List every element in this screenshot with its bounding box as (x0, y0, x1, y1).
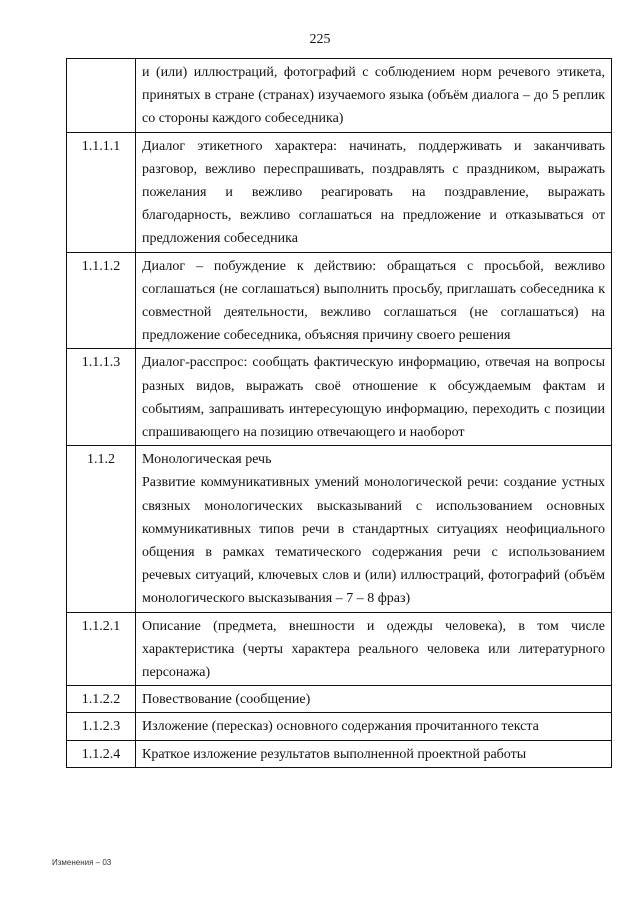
row-code: 1.1.1.1 (67, 132, 136, 252)
row-code: 1.1.2.3 (67, 713, 136, 740)
row-text (136, 740, 612, 767)
table-row (67, 59, 612, 133)
row-paragraph: Описание (предмета, внешности и одежды человека), в том числе характеристика (черты характера реального человека или литературного персонажа) (142, 618, 605, 681)
table-row (67, 132, 612, 252)
table-row (67, 686, 612, 713)
row-paragraph: Диалог-расспрос: сообщать фактическую информацию, отвечая на вопросы разных видов, выражать своё отношение к обсуждаемым фактам и событиям, запрашивать интересующую информацию, переходить с позиции спрашивающего на позицию отвечающего и наоборот (142, 355, 605, 441)
row-code: 1.1.1.3 (67, 349, 136, 446)
row-paragraph: Развитие коммуникативных умений монологической речи: создание устных связных монологических высказываний с использованием основных коммуникативных типов речи в стандартных ситуациях неофициального общения в рамках тематического содержания речи с использованием речевых ситуаций, ключевых слов и (или) иллюстраций, фотографий (объём монологического высказывания – 7 – 8 фраз) (142, 475, 605, 607)
content-table (66, 58, 612, 768)
row-paragraph: и (или) иллюстраций, фотографий с соблюдением норм речевого этикета, принятых в стране (странах) изучаемого языка (объём диалога – до 5 реплик со стороны каждого собеседника) (142, 65, 605, 127)
row-code: 1.1.2.4 (67, 740, 136, 767)
row-paragraph: Повествование (сообщение) (142, 692, 311, 708)
row-text (136, 132, 612, 252)
row-code: 1.1.2 (67, 446, 136, 612)
row-text (136, 252, 612, 349)
row-code: 1.1.2.1 (67, 612, 136, 686)
row-paragraph: Диалог этикетного характера: начинать, поддерживать и заканчивать разговор, вежливо переспрашивать, поздравлять с праздником, выражать пожелания и вежливо реагировать на поздравление, выражать благодарность, вежливо соглашаться на предложение и отказываться от предложения собеседника (142, 138, 605, 247)
row-text (136, 686, 612, 713)
page-number: 225 (309, 32, 331, 47)
row-paragraph: Краткое изложение результатов выполненной проектной работы (142, 746, 527, 762)
row-text (136, 612, 612, 686)
table-row (67, 740, 612, 767)
table-row (67, 446, 612, 612)
row-paragraph: Диалог – побуждение к действию: обращаться с просьбой, вежливо соглашаться (не соглашаться) выполнить просьбу, приглашать собеседника к совместной деятельности, вежливо соглашаться (не соглашаться) на предложение собеседника, объясняя причину своего решения (142, 258, 605, 344)
table-row (67, 252, 612, 349)
row-text (136, 59, 612, 133)
row-text (136, 713, 612, 740)
row-code: 1.1.1.2 (67, 252, 136, 349)
row-code: 1.1.2.2 (67, 686, 136, 713)
page-footer: Изменения – 03 (52, 858, 112, 867)
row-code (67, 59, 136, 133)
row-paragraph: Изложение (пересказ) основного содержания прочитанного текста (142, 719, 539, 735)
row-text (136, 446, 612, 612)
row-heading: Монологическая речь (142, 452, 272, 468)
table-row (67, 349, 612, 446)
row-text (136, 349, 612, 446)
table-row (67, 713, 612, 740)
table-row (67, 612, 612, 686)
